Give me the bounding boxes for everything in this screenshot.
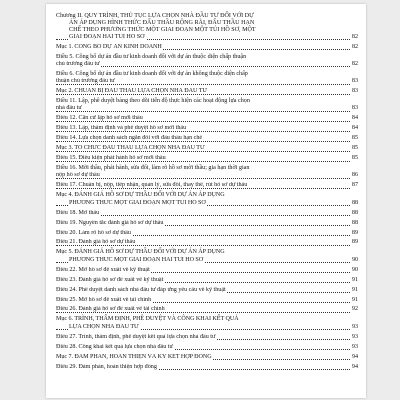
toc-item[interactable] (56, 287, 358, 294)
page-number: 88 (352, 199, 358, 206)
page-number: 85 (351, 155, 358, 162)
dot-leader (56, 111, 358, 112)
toc-item[interactable] (56, 182, 358, 189)
page-number: 87 (351, 182, 358, 189)
dot-leader (56, 66, 358, 67)
toc-line-text: thuận chủ trương đầu tư (56, 78, 115, 85)
page-number: 88 (351, 209, 358, 216)
toc-item[interactable] (56, 210, 358, 217)
toc-item[interactable] (56, 54, 358, 68)
toc-line-text: PHƯƠNG THỨC MỘT GIAI ĐOẠN HAI TÚI HỒ SƠ (69, 256, 204, 263)
toc-item[interactable] (56, 239, 358, 246)
toc-line-text: chủ trương đầu tư (56, 61, 100, 68)
toc-line-text: Điều 26. Đánh giá hồ sơ đề xuất về tài chính (56, 306, 165, 313)
toc-line-text: Điều 22. Mở hồ sơ đề xuất về kỹ thuật (56, 266, 150, 273)
toc-item[interactable] (56, 115, 358, 122)
page-number: 83 (352, 88, 358, 95)
toc-line-text: Mục 7. ĐÀM PHÁN, HOÀN THIỆN VÀ KÝ KẾT HỢP ĐỒNG (56, 353, 212, 360)
toc-line-text: Điều 28. Công khai kết quả lựa chọn nhà đầu tư (56, 343, 173, 350)
toc-item[interactable] (56, 344, 358, 351)
toc-line-text: Điều 25. Mở hồ sơ đề xuất về tài chính (56, 296, 152, 303)
toc-line-text: Điều 11. Lập, phê duyệt bảng theo dõi tiến độ thực hiện các hoạt động lựa chọn (56, 98, 250, 105)
toc-line-text: Điều 18. Mở thầu (56, 209, 100, 216)
toc-line-text: Mục 2. CHUẨN BỊ ĐẤU THẦU LỰA CHỌN NHÀ ĐẦU TƯ (56, 88, 208, 95)
toc-section-heading[interactable] (56, 354, 358, 361)
toc-line-text: Điều 16. Mời thầu, phát hành, sửa đổi, làm rõ hồ sơ mời thầu; gia hạn thời gian (56, 165, 250, 172)
toc-line-text: Chương II. QUY TRÌNH, THỦ TỤC LỰA CHỌN NHÀ ĐẦU TƯ ĐỐI VỚI DỰ (56, 13, 254, 19)
page-number: 91 (351, 286, 358, 293)
toc-item[interactable] (56, 230, 358, 237)
page-number: 90 (351, 266, 358, 273)
toc-line-text: Điều 17. Chuẩn bị, nộp, tiếp nhận, quản lý, sửa đổi, thay thế, rút hồ sơ dự thầu (56, 182, 248, 189)
page-number: 88 (351, 219, 358, 226)
table-of-contents (56, 13, 358, 373)
page-number: 85 (351, 135, 358, 142)
page-number: 93 (351, 333, 358, 340)
toc-line-text: nộp hồ sơ dự thầu (56, 172, 100, 179)
dot-leader (56, 178, 358, 179)
toc-line-text: Mục 5. ĐÁNH GIÁ HỒ SƠ DỰ THẦU ĐỐI VỚI DỰ ÁN ÁP DỤNG (56, 249, 225, 256)
toc-line-text: Điều 29. Đàm phán, hoàn thiện hợp đồng (56, 363, 157, 370)
page-number: 89 (351, 229, 358, 236)
page-number: 93 (352, 323, 358, 330)
toc-item[interactable] (56, 220, 358, 227)
dot-leader (56, 215, 358, 216)
page-number: 84 (351, 125, 358, 132)
toc-line-text: GIAI ĐOẠN HAI TÚI HỒ SƠ (69, 34, 145, 41)
page-number: 89 (351, 239, 358, 246)
toc-line-text: Điều 21. Đánh giá hồ sơ dự thầu (56, 239, 136, 246)
page-number: 82 (352, 44, 358, 51)
toc-item[interactable] (56, 364, 358, 371)
toc-line-text: ÁN ÁP DỤNG HÌNH THỨC ĐẤU THẦU RỘNG RÃI, ĐẤU THẦU HẠN (69, 20, 255, 27)
page-number: 83 (351, 78, 358, 85)
page-number: 94 (351, 363, 358, 370)
toc-item[interactable] (56, 306, 358, 313)
toc-line-text: CHẾ THEO PHƯƠNG THỨC MỘT GIAI ĐOẠN MỘT TÚI HỒ SƠ, MỘT (69, 27, 256, 34)
page-number: 90 (352, 256, 358, 263)
toc-line-text: Điều 12. Căn cứ lập hồ sơ mời thầu (56, 115, 143, 122)
page-number: 82 (351, 61, 358, 68)
toc-section-heading[interactable] (56, 145, 358, 152)
toc-item[interactable] (56, 297, 358, 304)
page-number: 93 (351, 343, 358, 350)
page-number: 92 (351, 306, 358, 313)
toc-line-text: Điều 13. Lập, thẩm định và phê duyệt hồ sơ mời thầu (56, 125, 187, 132)
toc-line-text: LỰA CHỌN NHÀ ĐẦU TƯ (69, 323, 139, 330)
toc-line-text: PHƯƠNG THỨC MỘT GIAI ĐOẠN MỘT TÚI HỒ SƠ (69, 199, 206, 206)
page-number: 91 (351, 296, 358, 303)
document-page (46, 4, 366, 398)
toc-line-text: Điều 6. Công bố dự án đầu tư kinh doanh đối với dự án không thuộc diện chấp (56, 71, 248, 78)
toc-item[interactable] (56, 135, 358, 142)
toc-line-text: Điều 15. Điều kiện phát hành hồ sơ mời thầu (56, 155, 166, 162)
toc-line-text: Điều 23. Đánh giá hồ sơ đề xuất về kỹ thuật (56, 276, 164, 283)
toc-item[interactable] (56, 267, 358, 274)
toc-line-text: Điều 20. Làm rõ hồ sơ dự thầu (56, 229, 131, 236)
toc-line-text: Điều 5. Công bố dự án đầu tư kinh doanh đối với dự án thuộc diện chấp thuận (56, 54, 247, 61)
page-number: 86 (351, 172, 358, 179)
toc-line-text: Mục 4. ĐÁNH GIÁ HỒ SƠ DỰ THẦU ĐỐI VỚI DỰ ÁN ÁP DỤNG (56, 192, 225, 199)
toc-section-heading[interactable] (56, 192, 358, 206)
toc-item[interactable] (56, 165, 358, 179)
toc-line-text: Điều 19. Nguyên tắc đánh giá hồ sơ dự thầu (56, 219, 164, 226)
toc-item[interactable] (56, 277, 358, 284)
toc-item[interactable] (56, 71, 358, 85)
page-number: 94 (352, 353, 358, 360)
toc-line-text: Điều 24. Phê duyệt danh sách nhà đầu tư đáp ứng yêu cầu về kỹ thuật (56, 286, 226, 293)
page-number: 91 (351, 276, 358, 283)
toc-chapter[interactable] (56, 13, 358, 41)
page-number: 83 (351, 105, 358, 112)
toc-line-text: Điều 14. Lựa chọn danh sách ngắn đối với đấu thầu hạn chế (56, 135, 203, 142)
toc-line-text: Điều 27. Trình, thẩm định, phê duyệt kết quả lựa chọn nhà đầu tư (56, 333, 216, 340)
toc-section-heading[interactable] (56, 44, 358, 51)
toc-section-heading[interactable] (56, 316, 358, 330)
toc-line-text: Mục 6. TRÌNH, THẨM ĐỊNH, PHÊ DUYỆT VÀ CÔNG KHAI KẾT QUẢ (56, 316, 239, 323)
page-number: 82 (351, 34, 358, 41)
toc-section-heading[interactable] (56, 249, 358, 263)
toc-item[interactable] (56, 155, 358, 162)
toc-line-text: Mục 1. CÔNG BỐ DỰ ÁN KINH DOANH (56, 44, 162, 51)
toc-line-text: Mục 3. TỔ CHỨC ĐẤU THẦU LỰA CHỌN NHÀ ĐẦU TƯ (56, 145, 205, 152)
toc-line-text: nhà đầu tư (56, 105, 82, 112)
toc-section-heading[interactable] (56, 88, 358, 95)
page-number: 85 (352, 145, 358, 152)
toc-item[interactable] (56, 334, 358, 341)
page-number: 84 (351, 115, 358, 122)
toc-item[interactable] (56, 125, 358, 132)
toc-item[interactable] (56, 98, 358, 112)
